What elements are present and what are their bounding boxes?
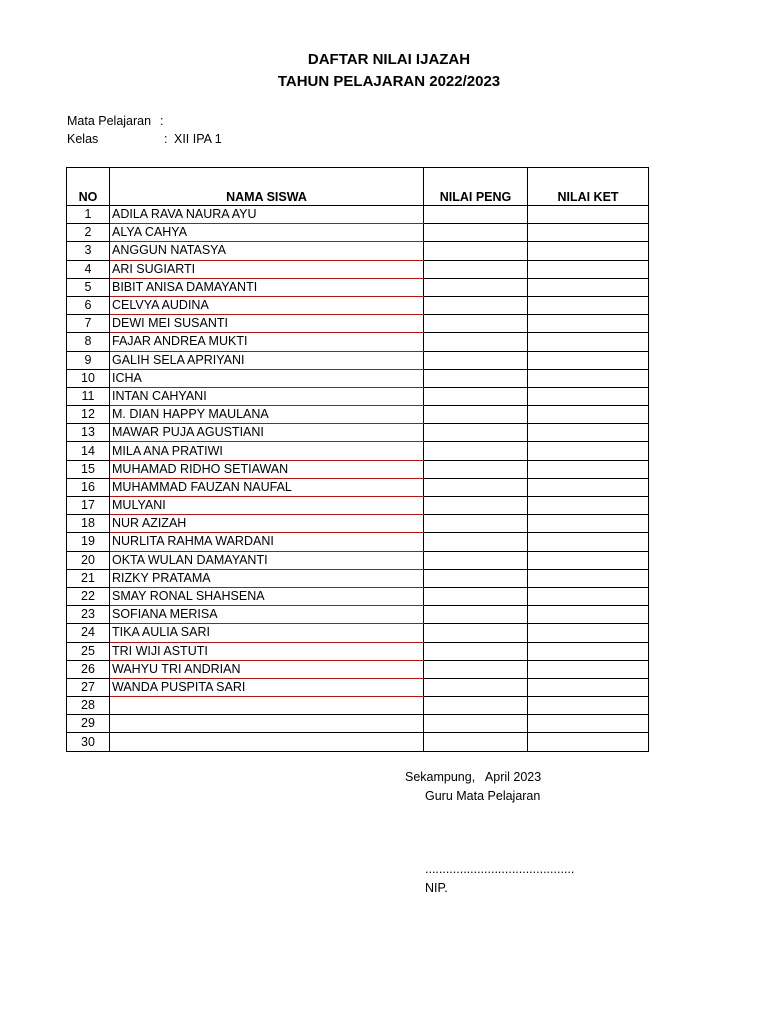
column-header-no: NO: [67, 168, 110, 206]
row-number-cell: 30: [67, 733, 110, 751]
subject-label: Mata Pelajaran: [67, 114, 152, 128]
nilai-ket-cell: [528, 569, 649, 587]
table-row: [67, 424, 649, 442]
nilai-peng-cell: [424, 333, 528, 351]
nilai-peng-cell: [424, 260, 528, 278]
signature-name-line: ...........................................: [425, 862, 575, 876]
nilai-ket-cell: [528, 697, 649, 715]
nilai-peng-cell: [424, 406, 528, 424]
nilai-peng-cell: [424, 715, 528, 733]
row-number-cell: 27: [67, 678, 110, 696]
nilai-peng-cell: [424, 351, 528, 369]
nilai-peng-cell: [424, 678, 528, 696]
row-number-cell: 28: [67, 697, 110, 715]
student-name-cell: ALYA CAHYA: [110, 224, 424, 242]
nilai-peng-cell: [424, 478, 528, 496]
table-row: [67, 387, 649, 405]
nilai-ket-cell: [528, 442, 649, 460]
student-name-cell: ANGGUN NATASYA: [110, 242, 424, 260]
table-row: [67, 606, 649, 624]
row-number-cell: 6: [67, 296, 110, 314]
nilai-peng-cell: [424, 206, 528, 224]
nilai-peng-cell: [424, 315, 528, 333]
table-row: [67, 678, 649, 696]
student-name-cell: GALIH SELA APRIYANI: [110, 351, 424, 369]
subject-separator: :: [160, 114, 164, 128]
row-number-cell: 20: [67, 551, 110, 569]
table-row: [67, 369, 649, 387]
nilai-ket-cell: [528, 387, 649, 405]
table-row: [67, 697, 649, 715]
nilai-ket-cell: [528, 606, 649, 624]
nilai-peng-cell: [424, 460, 528, 478]
nilai-ket-cell: [528, 206, 649, 224]
nilai-peng-cell: [424, 660, 528, 678]
table-row: [67, 333, 649, 351]
table-row: [67, 642, 649, 660]
table-row: [67, 278, 649, 296]
nilai-peng-cell: [424, 369, 528, 387]
nilai-peng-cell: [424, 697, 528, 715]
nilai-ket-cell: [528, 515, 649, 533]
nilai-peng-cell: [424, 515, 528, 533]
student-name-cell: [110, 697, 424, 715]
signature-nip: NIP.: [425, 881, 448, 895]
nilai-ket-cell: [528, 587, 649, 605]
student-name-cell: OKTA WULAN DAMAYANTI: [110, 551, 424, 569]
student-name-cell: MUHAMMAD FAUZAN NAUFAL: [110, 478, 424, 496]
nilai-peng-cell: [424, 242, 528, 260]
nilai-peng-cell: [424, 296, 528, 314]
nilai-ket-cell: [528, 424, 649, 442]
nilai-ket-cell: [528, 715, 649, 733]
student-name-cell: NUR AZIZAH: [110, 515, 424, 533]
student-name-cell: RIZKY PRATAMA: [110, 569, 424, 587]
student-name-cell: DEWI MEI SUSANTI: [110, 315, 424, 333]
student-name-cell: MILA ANA PRATIWI: [110, 442, 424, 460]
table-row: [67, 242, 649, 260]
page-title-line1: DAFTAR NILAI IJAZAH: [307, 51, 471, 68]
nilai-ket-cell: [528, 497, 649, 515]
row-number-cell: 14: [67, 442, 110, 460]
table-row: [67, 442, 649, 460]
column-header-nilai-ket: NILAI KET: [528, 168, 649, 206]
student-name-cell: MAWAR PUJA AGUSTIANI: [110, 424, 424, 442]
nilai-ket-cell: [528, 315, 649, 333]
row-number-cell: 13: [67, 424, 110, 442]
student-name-cell: INTAN CAHYANI: [110, 387, 424, 405]
class-separator: :: [164, 132, 168, 146]
student-name-cell: NURLITA RAHMA WARDANI: [110, 533, 424, 551]
nilai-peng-cell: [424, 497, 528, 515]
table-row: [67, 533, 649, 551]
table-row: [67, 587, 649, 605]
table-row: [67, 260, 649, 278]
row-number-cell: 18: [67, 515, 110, 533]
table-row: [67, 733, 649, 751]
row-number-cell: 2: [67, 224, 110, 242]
column-header-nilai-peng: NILAI PENG: [424, 168, 528, 206]
table-row: [67, 206, 649, 224]
nilai-ket-cell: [528, 642, 649, 660]
student-name-cell: WANDA PUSPITA SARI: [110, 678, 424, 696]
student-name-cell: [110, 715, 424, 733]
nilai-peng-cell: [424, 606, 528, 624]
row-number-cell: 4: [67, 260, 110, 278]
student-name-cell: MULYANI: [110, 497, 424, 515]
nilai-peng-cell: [424, 569, 528, 587]
row-number-cell: 7: [67, 315, 110, 333]
class-value: XII IPA 1: [174, 132, 222, 146]
nilai-ket-cell: [528, 624, 649, 642]
row-number-cell: 15: [67, 460, 110, 478]
table-row: [67, 660, 649, 678]
table-row: [67, 315, 649, 333]
student-name-cell: SOFIANA MERISA: [110, 606, 424, 624]
row-number-cell: 24: [67, 624, 110, 642]
row-number-cell: 12: [67, 406, 110, 424]
student-name-cell: FAJAR ANDREA MUKTI: [110, 333, 424, 351]
nilai-peng-cell: [424, 587, 528, 605]
table-row: [67, 569, 649, 587]
table-row: [67, 406, 649, 424]
nilai-peng-cell: [424, 642, 528, 660]
student-name-cell: TRI WIJI ASTUTI: [110, 642, 424, 660]
table-row: [67, 715, 649, 733]
nilai-ket-cell: [528, 406, 649, 424]
student-name-cell: BIBIT ANISA DAMAYANTI: [110, 278, 424, 296]
table-row: [67, 624, 649, 642]
row-number-cell: 23: [67, 606, 110, 624]
nilai-ket-cell: [528, 224, 649, 242]
student-name-cell: M. DIAN HAPPY MAULANA: [110, 406, 424, 424]
row-number-cell: 21: [67, 569, 110, 587]
student-name-cell: WAHYU TRI ANDRIAN: [110, 660, 424, 678]
table-row: [67, 224, 649, 242]
class-label: Kelas: [67, 132, 99, 146]
nilai-peng-cell: [424, 387, 528, 405]
signature-place-date: Sekampung, April 2023: [405, 770, 542, 784]
grades-table-body: [67, 206, 649, 752]
row-number-cell: 26: [67, 660, 110, 678]
student-name-cell: TIKA AULIA SARI: [110, 624, 424, 642]
row-number-cell: 16: [67, 478, 110, 496]
nilai-peng-cell: [424, 424, 528, 442]
row-number-cell: 19: [67, 533, 110, 551]
nilai-peng-cell: [424, 278, 528, 296]
nilai-peng-cell: [424, 624, 528, 642]
nilai-ket-cell: [528, 278, 649, 296]
nilai-ket-cell: [528, 678, 649, 696]
row-number-cell: 5: [67, 278, 110, 296]
student-name-cell: ICHA: [110, 369, 424, 387]
row-number-cell: 10: [67, 369, 110, 387]
page-title-line2: TAHUN PELAJARAN 2022/2023: [277, 73, 501, 90]
nilai-ket-cell: [528, 533, 649, 551]
table-header-row: [67, 168, 649, 206]
nilai-peng-cell: [424, 442, 528, 460]
student-name-cell: MUHAMAD RIDHO SETIAWAN: [110, 460, 424, 478]
column-header-name: NAMA SISWA: [110, 168, 424, 206]
grades-table: [66, 167, 649, 752]
row-number-cell: 22: [67, 587, 110, 605]
row-number-cell: 9: [67, 351, 110, 369]
row-number-cell: 8: [67, 333, 110, 351]
nilai-ket-cell: [528, 351, 649, 369]
table-row: [67, 551, 649, 569]
row-number-cell: 29: [67, 715, 110, 733]
row-number-cell: 25: [67, 642, 110, 660]
nilai-peng-cell: [424, 551, 528, 569]
table-row: [67, 478, 649, 496]
student-name-cell: ARI SUGIARTI: [110, 260, 424, 278]
table-row: [67, 351, 649, 369]
student-name-cell: CELVYA AUDINA: [110, 296, 424, 314]
nilai-ket-cell: [528, 660, 649, 678]
nilai-ket-cell: [528, 242, 649, 260]
nilai-ket-cell: [528, 369, 649, 387]
row-number-cell: 3: [67, 242, 110, 260]
nilai-ket-cell: [528, 460, 649, 478]
student-name-cell: ADILA RAVA NAURA AYU: [110, 206, 424, 224]
table-row: [67, 296, 649, 314]
nilai-peng-cell: [424, 224, 528, 242]
row-number-cell: 17: [67, 497, 110, 515]
nilai-peng-cell: [424, 533, 528, 551]
student-name-cell: [110, 733, 424, 751]
row-number-cell: 11: [67, 387, 110, 405]
row-number-cell: 1: [67, 206, 110, 224]
nilai-ket-cell: [528, 733, 649, 751]
nilai-ket-cell: [528, 333, 649, 351]
table-row: [67, 497, 649, 515]
nilai-ket-cell: [528, 260, 649, 278]
nilai-ket-cell: [528, 296, 649, 314]
table-row: [67, 515, 649, 533]
nilai-ket-cell: [528, 551, 649, 569]
student-name-cell: SMAY RONAL SHAHSENA: [110, 587, 424, 605]
nilai-peng-cell: [424, 733, 528, 751]
table-row: [67, 460, 649, 478]
signature-role: Guru Mata Pelajaran: [425, 789, 541, 803]
nilai-ket-cell: [528, 478, 649, 496]
